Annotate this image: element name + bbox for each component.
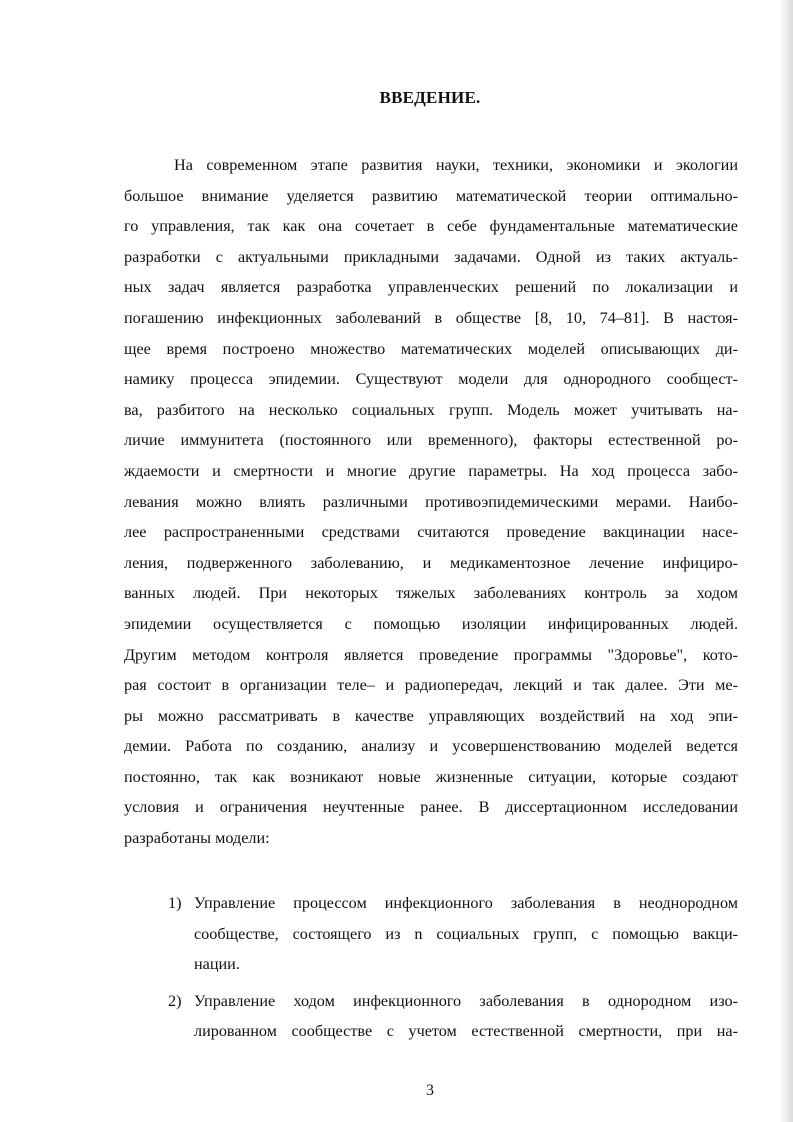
paragraph-line: Другим методом контроля является проведение программы "Здоровье", кото- (124, 645, 738, 664)
list-item (124, 986, 738, 1047)
paragraph-line: постоянно, так как возникают новые жизненные ситуации, которые создают (124, 767, 738, 786)
models-list (124, 888, 738, 1053)
page-number: 3 (426, 1082, 434, 1099)
paragraph-line: демии. Работа по созданию, анализу и усовершенствованию моделей ведется (124, 737, 738, 756)
list-item-number: 1) (168, 894, 182, 912)
paragraph-line: рая состоит в организации теле– и радиопередач, лекций и так далее. Эти ме- (124, 676, 738, 695)
paragraph-line: условия и ограничения неучтенные ранее. В диссертационном исследовании (124, 798, 738, 817)
paragraph-line: ждаемости и смертности и многие другие параметры. На ход процесса забо- (124, 461, 738, 480)
scan-edge-shadow (779, 0, 793, 1122)
list-item-line: нации. (194, 955, 240, 974)
list-item (124, 888, 738, 980)
paragraph-line: ления, подверженного заболеванию, и медикаментозное лечение инфициро- (124, 553, 738, 572)
paragraph-line: го управления, так как она сочетает в себе фундаментальные математические (124, 217, 738, 236)
paragraph-line: левания можно влиять различными противоэпидемическими мерами. Наибо- (124, 492, 738, 511)
paragraph-line: эпидемии осуществляется с помощью изоляции инфицированных людей. (124, 614, 738, 633)
paragraph-line: личие иммунитета (постоянного или временного), факторы естественной ро- (124, 431, 738, 450)
paragraph-line: ванных людей. При некоторых тяжелых заболеваниях контроль за ходом (124, 584, 738, 603)
paragraph-line: разработки с актуальными прикладными задачами. Одной из таких актуаль- (124, 247, 738, 266)
paragraph-line: ных задач является разработка управленческих решений по локализации и (124, 278, 738, 297)
paragraph-line: погашению инфекционных заболеваний в обществе [8, 10, 74–81]. В настоя- (124, 308, 738, 327)
list-item-line: лированном сообществе с учетом естественной смертности, при на- (194, 1022, 738, 1041)
paragraph-line: намику процесса эпидемии. Существуют модели для однородного сообщест- (124, 370, 738, 389)
paragraph-line: ры можно рассматривать в качестве управляющих воздействий на ход эпи- (124, 706, 738, 725)
intro-paragraph (124, 150, 738, 854)
list-item-line: сообществе, состоящего из n социальных групп, с помощью вакци- (194, 924, 738, 943)
paragraph-line: На современном этапе развития науки, техники, экономики и экологии (174, 156, 738, 174)
paragraph-line: большое внимание уделяется развитию математической теории оптимально- (124, 186, 738, 205)
paragraph-line: щее время построено множество математических моделей описывающих ди- (124, 339, 738, 358)
paragraph-line: разработаны модели: (124, 829, 270, 848)
section-heading: ВВЕДЕНИЕ. (379, 88, 481, 107)
paragraph-line: ва, разбитого на несколько социальных групп. Модель может учитывать на- (124, 400, 738, 419)
list-item-line: Управление ходом инфекционного заболевания в однородном изо- (194, 991, 738, 1010)
list-item-number: 2) (168, 991, 182, 1010)
list-item-line: Управление процессом инфекционного заболевания в неоднородном (194, 894, 738, 912)
paragraph-line: лее распространенными средствами считаются проведение вакцинации насе- (124, 523, 738, 542)
